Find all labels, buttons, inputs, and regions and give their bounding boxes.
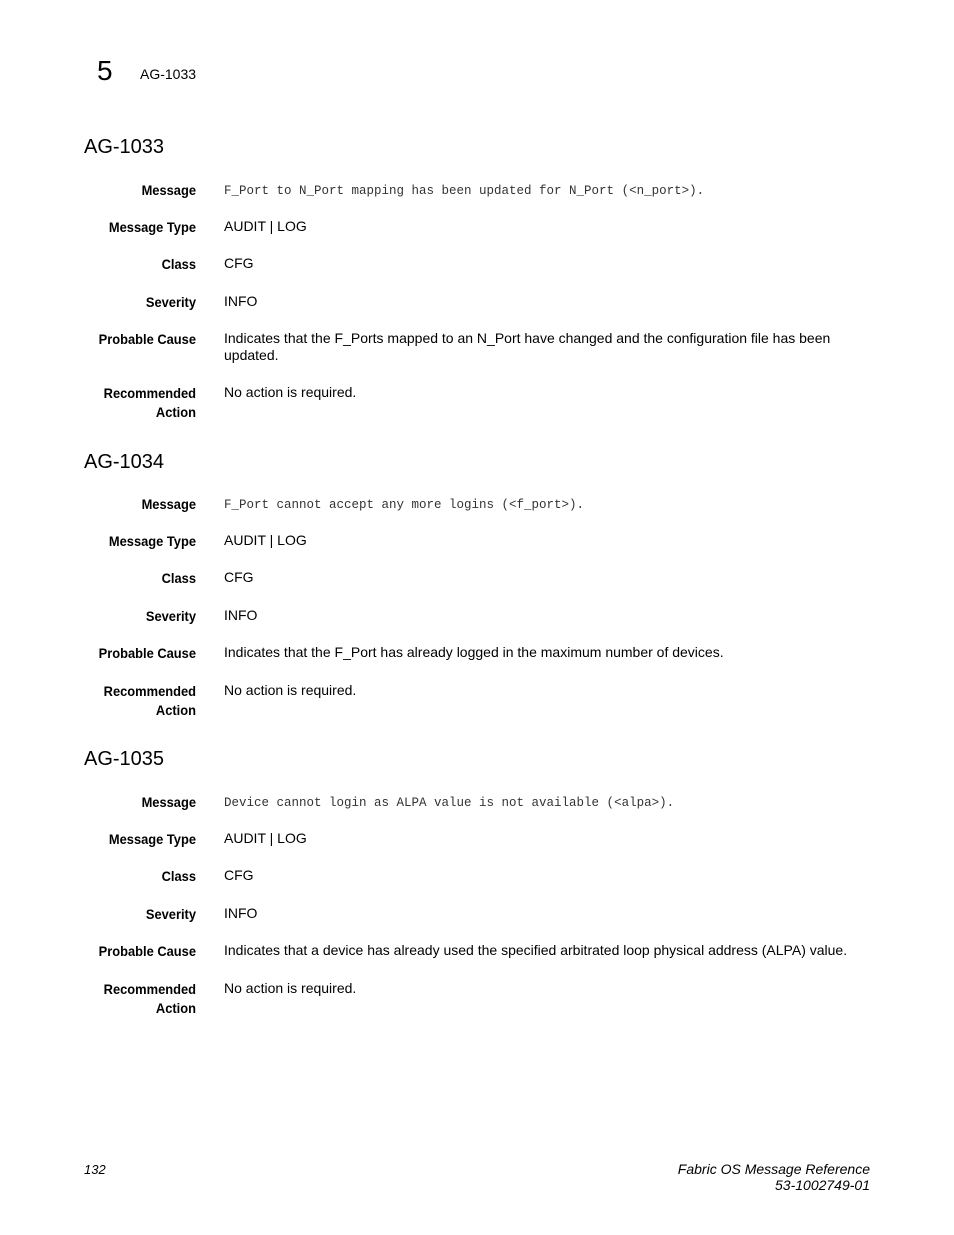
class-value: CFG — [224, 569, 254, 585]
severity-label: Severity — [145, 906, 196, 922]
recommended-action-label — [93, 682, 196, 720]
message-label: Message — [141, 496, 196, 512]
probable-cause-value: Indicates that the F_Ports mapped to an N_Port have changed and the configuration file has been updated. — [224, 330, 831, 363]
message-type-label: Message Type — [108, 219, 196, 235]
message-type-label: Message Type — [108, 831, 196, 847]
message-value: F_Port to N_Port mapping has been updated for N_Port (<n_port>). — [224, 184, 705, 198]
document-footer — [678, 1161, 870, 1193]
recommended-label-line2: Action — [155, 404, 196, 420]
severity-value: INFO — [224, 905, 258, 921]
section-title: AG-1033 — [84, 136, 165, 158]
recommended-label-line2: Action — [155, 1000, 196, 1016]
running-title: AG-1033 — [140, 66, 197, 82]
chapter-number: 5 — [97, 55, 113, 86]
recommended-action-value: No action is required. — [224, 682, 357, 698]
recommended-action-label — [93, 980, 196, 1018]
probable-cause-value: Indicates that the F_Port has already logged in the maximum number of devices. — [224, 644, 724, 660]
class-value: CFG — [224, 255, 254, 271]
message-section-ag-1033 — [84, 135, 874, 420]
recommended-label-line2: Action — [155, 702, 196, 718]
message-label: Message — [141, 794, 196, 810]
message-type-label: Message Type — [108, 533, 196, 549]
message-section-ag-1035 — [84, 747, 874, 1016]
recommended-action-value: No action is required. — [224, 384, 357, 400]
message-value: Device cannot login as ALPA value is not available (<alpa>). — [224, 796, 675, 810]
severity-label: Severity — [145, 294, 196, 310]
message-type-value: AUDIT | LOG — [224, 830, 307, 846]
document-title: Fabric OS Message Reference — [677, 1161, 870, 1177]
document-number: 53-1002749-01 — [775, 1177, 870, 1193]
recommended-label-line1: Recommended — [103, 981, 196, 997]
severity-value: INFO — [224, 607, 258, 623]
probable-cause-label: Probable Cause — [98, 645, 196, 661]
recommended-label-line1: Recommended — [103, 385, 196, 401]
message-value: F_Port cannot accept any more logins (<f_port>). — [224, 498, 585, 512]
probable-cause-label: Probable Cause — [98, 331, 196, 347]
recommended-action-value: No action is required. — [224, 980, 357, 996]
message-type-value: AUDIT | LOG — [224, 218, 307, 234]
probable-cause-value: Indicates that a device has already used the specified arbitrated loop physical address (ALPA) value. — [224, 942, 848, 958]
message-type-value: AUDIT | LOG — [224, 532, 307, 548]
severity-value: INFO — [224, 293, 258, 309]
class-value: CFG — [224, 867, 254, 883]
section-title: AG-1034 — [84, 451, 165, 473]
page-number: 132 — [84, 1162, 106, 1177]
section-title: AG-1035 — [84, 748, 165, 770]
recommended-action-label — [93, 384, 196, 422]
probable-cause-label: Probable Cause — [98, 943, 196, 959]
class-label: Class — [161, 256, 196, 272]
severity-label: Severity — [145, 608, 196, 624]
recommended-label-line1: Recommended — [103, 683, 196, 699]
class-label: Class — [161, 570, 196, 586]
class-label: Class — [161, 868, 196, 884]
message-section-ag-1034 — [84, 450, 874, 718]
message-label: Message — [141, 182, 196, 198]
